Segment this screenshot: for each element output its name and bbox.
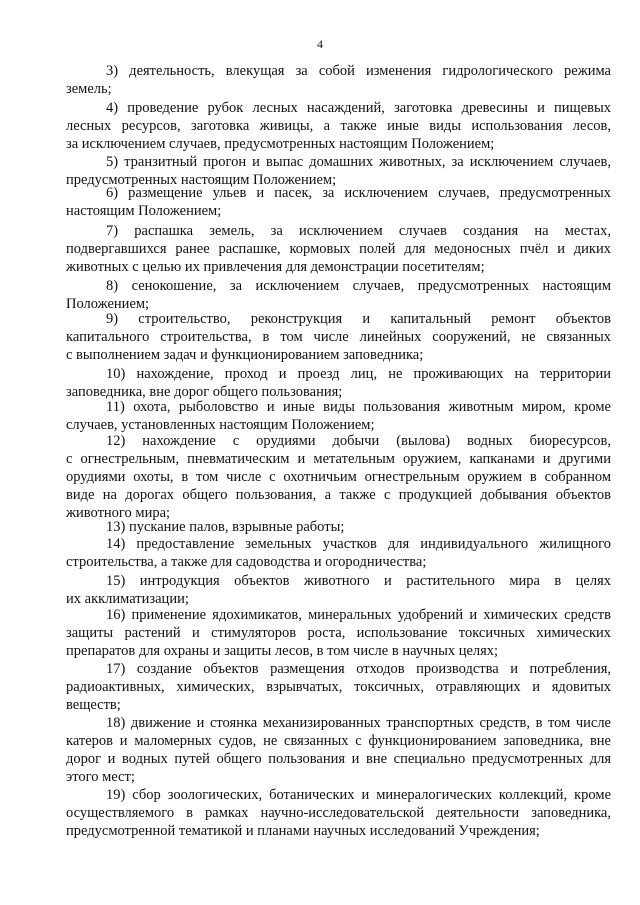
text-line: 10) нахождение, проход и проезд лиц, не проживающих на территории	[106, 366, 611, 382]
text-line: заповедника, вне дорог общего пользования;	[66, 384, 343, 400]
text-line: подвергавшихся ранее распашке, кормовых полей для медоносных пчёл и диких	[66, 241, 611, 257]
list-item	[66, 62, 611, 98]
list-item	[66, 714, 611, 786]
text-line: 12) нахождение с орудиями добычи (вылова) водных биоресурсов,	[106, 433, 611, 449]
page-number: 4	[317, 37, 323, 51]
list-item	[66, 277, 611, 313]
text-line: 3) деятельность, влекущая за собой изменения гидрологического режима	[106, 63, 611, 79]
text-line: 9) строительство, реконструкция и капитальный ремонт объектов	[106, 311, 611, 327]
text-line: с выполнением задач и функционированием заповедника;	[66, 347, 424, 363]
text-line: 4) проведение рубок лесных насаждений, заготовка древесины и пищевых	[106, 100, 611, 116]
text-line: с огнестрельным, пневматическим и метательным оружием, капканами и другими	[66, 451, 611, 467]
text-line: 13) пускание палов, взрывные работы;	[106, 519, 345, 535]
text-line: 19) сбор зоологических, ботанических и минералогических коллекций, кроме	[106, 787, 611, 803]
list-item	[66, 365, 611, 401]
text-line: животных с целью их привлечения для демонстрации посетителям;	[66, 259, 485, 275]
list-item	[66, 99, 611, 153]
text-line: земель;	[66, 81, 112, 97]
list-item	[66, 535, 611, 571]
text-line: этого мест;	[66, 769, 135, 785]
text-line: их акклиматизации;	[66, 591, 189, 607]
text-line: 8) сенокошение, за исключением случаев, предусмотренных настоящим	[106, 278, 611, 294]
text-line: осуществляемого в рамках научно-исследовательской деятельности заповедника,	[66, 805, 611, 821]
text-line: капитального строительства, в том числе линейных сооружений, не связанных	[66, 329, 611, 345]
list-item	[66, 572, 611, 608]
list-item	[66, 518, 611, 536]
text-line: защиты растений и стимуляторов роста, использование токсичных химических	[66, 625, 611, 641]
text-line: 14) предоставление земельных участков для индивидуального жилищного	[106, 536, 611, 552]
text-line: 16) применение ядохимикатов, минеральных удобрений и химических средств	[106, 607, 611, 623]
text-line: строительства, а также для садоводства и огородничества;	[66, 554, 427, 570]
list-item	[66, 398, 611, 434]
list-item	[66, 222, 611, 276]
text-line: 7) распашка земель, за исключением случаев создания на местах,	[106, 223, 611, 239]
list-item	[66, 660, 611, 714]
text-line: веществ;	[66, 697, 121, 713]
list-item	[66, 184, 611, 220]
text-line: случаев, установленных настоящим Положением;	[66, 417, 375, 433]
text-line: настоящим Положением;	[66, 203, 222, 219]
list-item	[66, 432, 611, 522]
text-line: за исключением случаев, предусмотренных настоящим Положением;	[66, 136, 495, 152]
list-item	[66, 606, 611, 660]
text-line: препаратов для охраны и защиты лесов, в том числе в научных целях;	[66, 643, 499, 659]
text-line: 15) интродукция объектов животного и растительного мира в целях	[106, 573, 611, 589]
text-line: Положением;	[66, 296, 150, 312]
text-line: радиоактивных, химических, взрывчатых, токсичных, отравляющих и ядовитых	[66, 679, 611, 695]
text-line: 17) создание объектов размещения отходов производства и потребления,	[106, 661, 611, 677]
text-line: предусмотренной тематикой и планами научных исследований Учреждения;	[66, 823, 540, 839]
text-line: катеров и маломерных судов, не связанных с функционированием заповедника, вне	[66, 733, 611, 749]
text-line: 6) размещение ульев и пасек, за исключением случаев, предусмотренных	[106, 185, 611, 201]
text-line: животного мира;	[66, 505, 171, 521]
text-line: лесных ресурсов, заготовка живицы, а также иные виды использования лесов,	[66, 118, 611, 134]
text-line: 11) охота, рыболовство и иные виды пользования животным миром, кроме	[106, 399, 611, 415]
text-line: 18) движение и стоянка механизированных транспортных средств, в том числе	[106, 715, 611, 731]
text-line: виде на дорогах общего пользования, а также с продукцией добывания объектов	[66, 487, 611, 503]
list-item	[66, 786, 611, 840]
list-item	[66, 310, 611, 364]
text-line: дорог и водных путей общего пользования и вне специально предусмотренных для	[66, 751, 611, 767]
text-line: предусмотренных настоящим Положением;	[66, 172, 337, 188]
text-line: 5) транзитный прогон и выпас домашних животных, за исключением случаев,	[106, 154, 611, 170]
text-line: орудиями охоты, в том числе с охотничьим огнестрельным оружием в собранном	[66, 469, 611, 485]
